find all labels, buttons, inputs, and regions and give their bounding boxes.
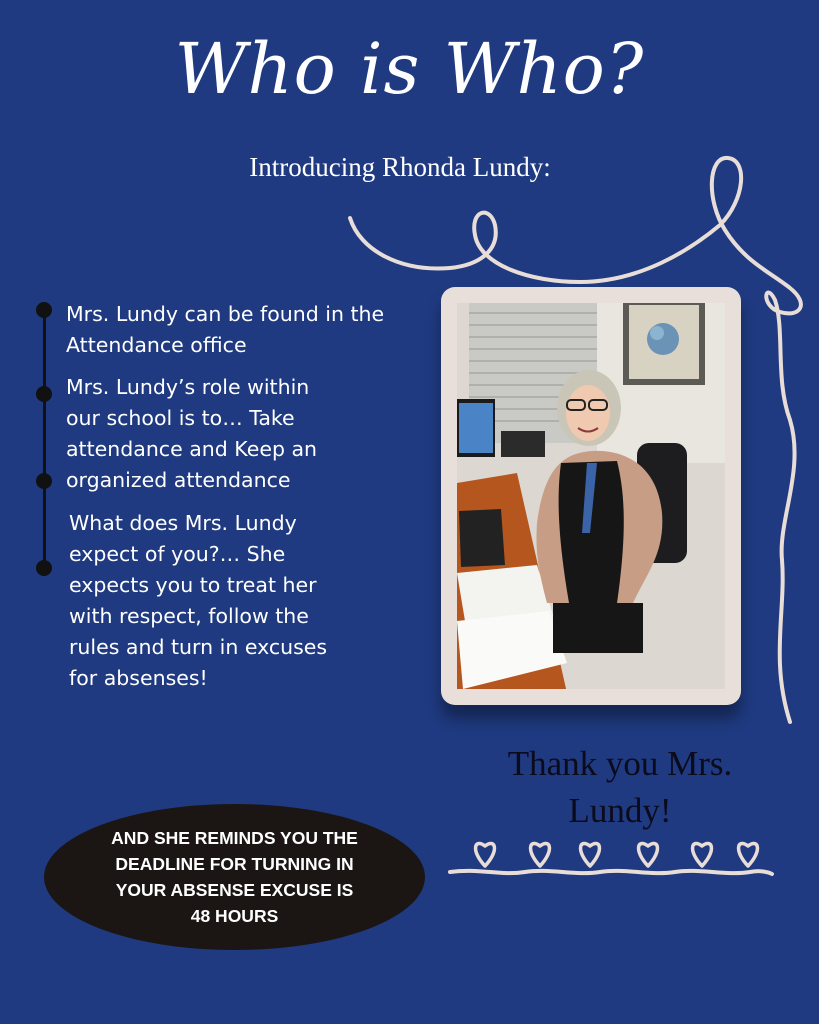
- timeline-dot: [36, 302, 52, 318]
- timeline-line: [43, 310, 46, 568]
- bullet-role: Mrs. Lundy’s role within our school is to… Take attendance and Keep an organized attendance: [66, 375, 318, 492]
- heart-icon: [476, 843, 495, 866]
- bullet-expectations: What does Mrs. Lundy expect of you?… She expects you to treat her with respect, follow the rules and turn in excuses for absenses!: [69, 511, 328, 690]
- introduction-subtitle: Introducing Rhonda Lundy:: [249, 152, 551, 182]
- thank-you-message: Thank you Mrs. Lundy!: [507, 744, 733, 830]
- page-title: Who is Who?: [174, 28, 645, 110]
- timeline-dot: [36, 560, 52, 576]
- reminder-oval: [44, 804, 425, 950]
- heart-icon: [581, 843, 600, 866]
- heart-icon: [739, 843, 758, 866]
- heart-icon: [693, 843, 712, 866]
- timeline-dot: [36, 386, 52, 402]
- photo-frame: [441, 287, 741, 705]
- heart-icon: [531, 843, 550, 866]
- heart-line: [450, 871, 772, 874]
- staff-photo: [457, 303, 725, 689]
- reminder-text: AND SHE REMINDS YOU THE DEADLINE FOR TURNING IN YOUR ABSENSE EXCUSE IS 48 HOURS: [111, 828, 358, 926]
- heart-icon: [639, 843, 658, 866]
- timeline-dot: [36, 473, 52, 489]
- bullet-location: Mrs. Lundy can be found in the Attendance office: [66, 302, 385, 357]
